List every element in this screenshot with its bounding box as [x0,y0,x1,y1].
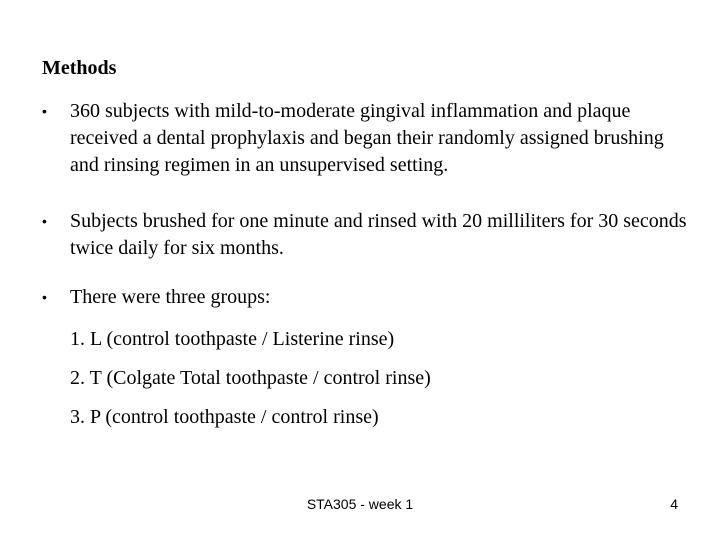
slide-title: Methods [42,57,117,79]
bullet-text: There were three groups: [70,286,271,308]
page-number: 4 [670,496,678,512]
slide-footer: STA305 - week 1 [306,496,414,512]
bullet-item [42,208,692,262]
bullet-marker: • [42,213,47,229]
bullet-marker: • [42,289,47,305]
group-item-p: 3. P (control toothpaste / control rinse) [70,406,379,428]
group-item-t: 2. T (Colgate Total toothpaste / control rinse) [70,367,431,389]
bullet-marker: • [42,103,47,119]
group-item-l: 1. L (control toothpaste / Listerine rinse) [70,328,395,350]
bullet-item [42,284,692,311]
bullet-item [42,98,692,179]
bullet-text: 360 subjects with mild-to-moderate gingival inflammation and plaque received a dental prophylaxis and began their randomly assigned brushing and rinsing regimen in an unsupervised setting. [70,100,664,176]
bullet-text: Subjects brushed for one minute and rinsed with 20 milliliters for 30 seconds twice daily for six months. [70,210,687,259]
